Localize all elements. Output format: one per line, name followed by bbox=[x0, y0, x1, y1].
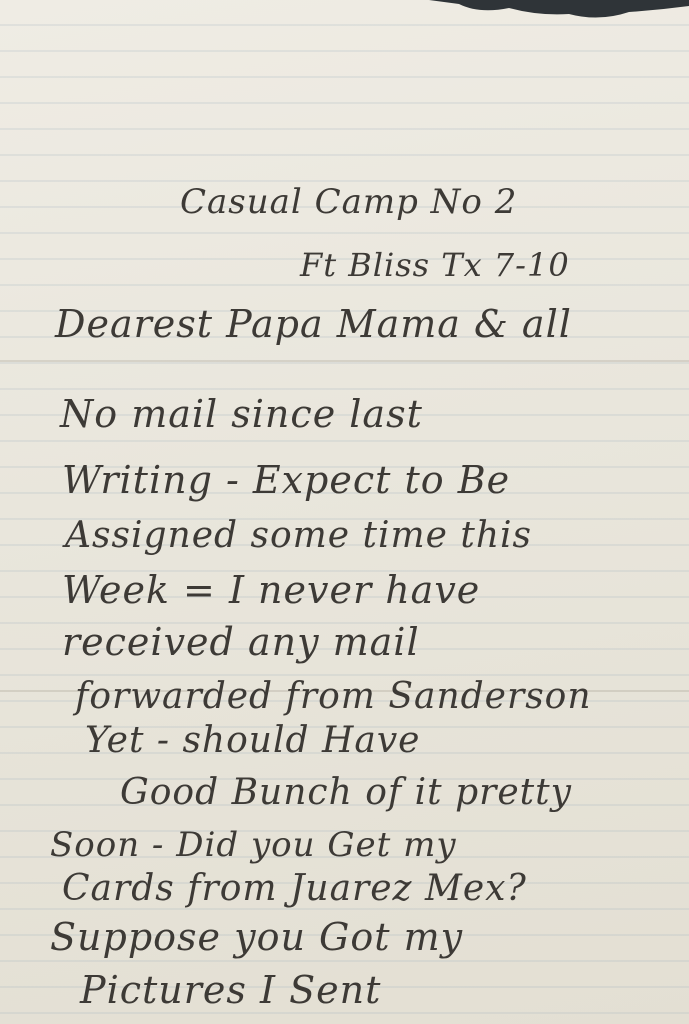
body-line: Week = I never have bbox=[62, 568, 481, 612]
body-line: Suppose you Got my bbox=[50, 915, 464, 959]
body-line: Pictures I Sent bbox=[80, 968, 382, 1012]
salutation: Dearest Papa Mama & all bbox=[55, 302, 572, 346]
body-line: received any mail bbox=[62, 620, 420, 664]
body-line: Yet - should Have bbox=[85, 720, 421, 761]
heading-line-2: Ft Bliss Tx 7-10 bbox=[300, 246, 570, 284]
body-line: Good Bunch of it pretty bbox=[120, 772, 572, 813]
heading-line-1: Casual Camp No 2 bbox=[180, 182, 518, 222]
body-line: forwarded from Sanderson bbox=[75, 676, 592, 717]
body-line: No mail since last bbox=[60, 392, 423, 436]
body-line: Cards from Juarez Mex? bbox=[62, 868, 527, 909]
paper-fold bbox=[0, 360, 689, 362]
body-line: Soon - Did you Get my bbox=[50, 825, 457, 865]
body-line: Writing - Expect to Be bbox=[62, 458, 511, 502]
torn-corner bbox=[429, 0, 689, 24]
body-line: Assigned some time this bbox=[65, 515, 533, 556]
